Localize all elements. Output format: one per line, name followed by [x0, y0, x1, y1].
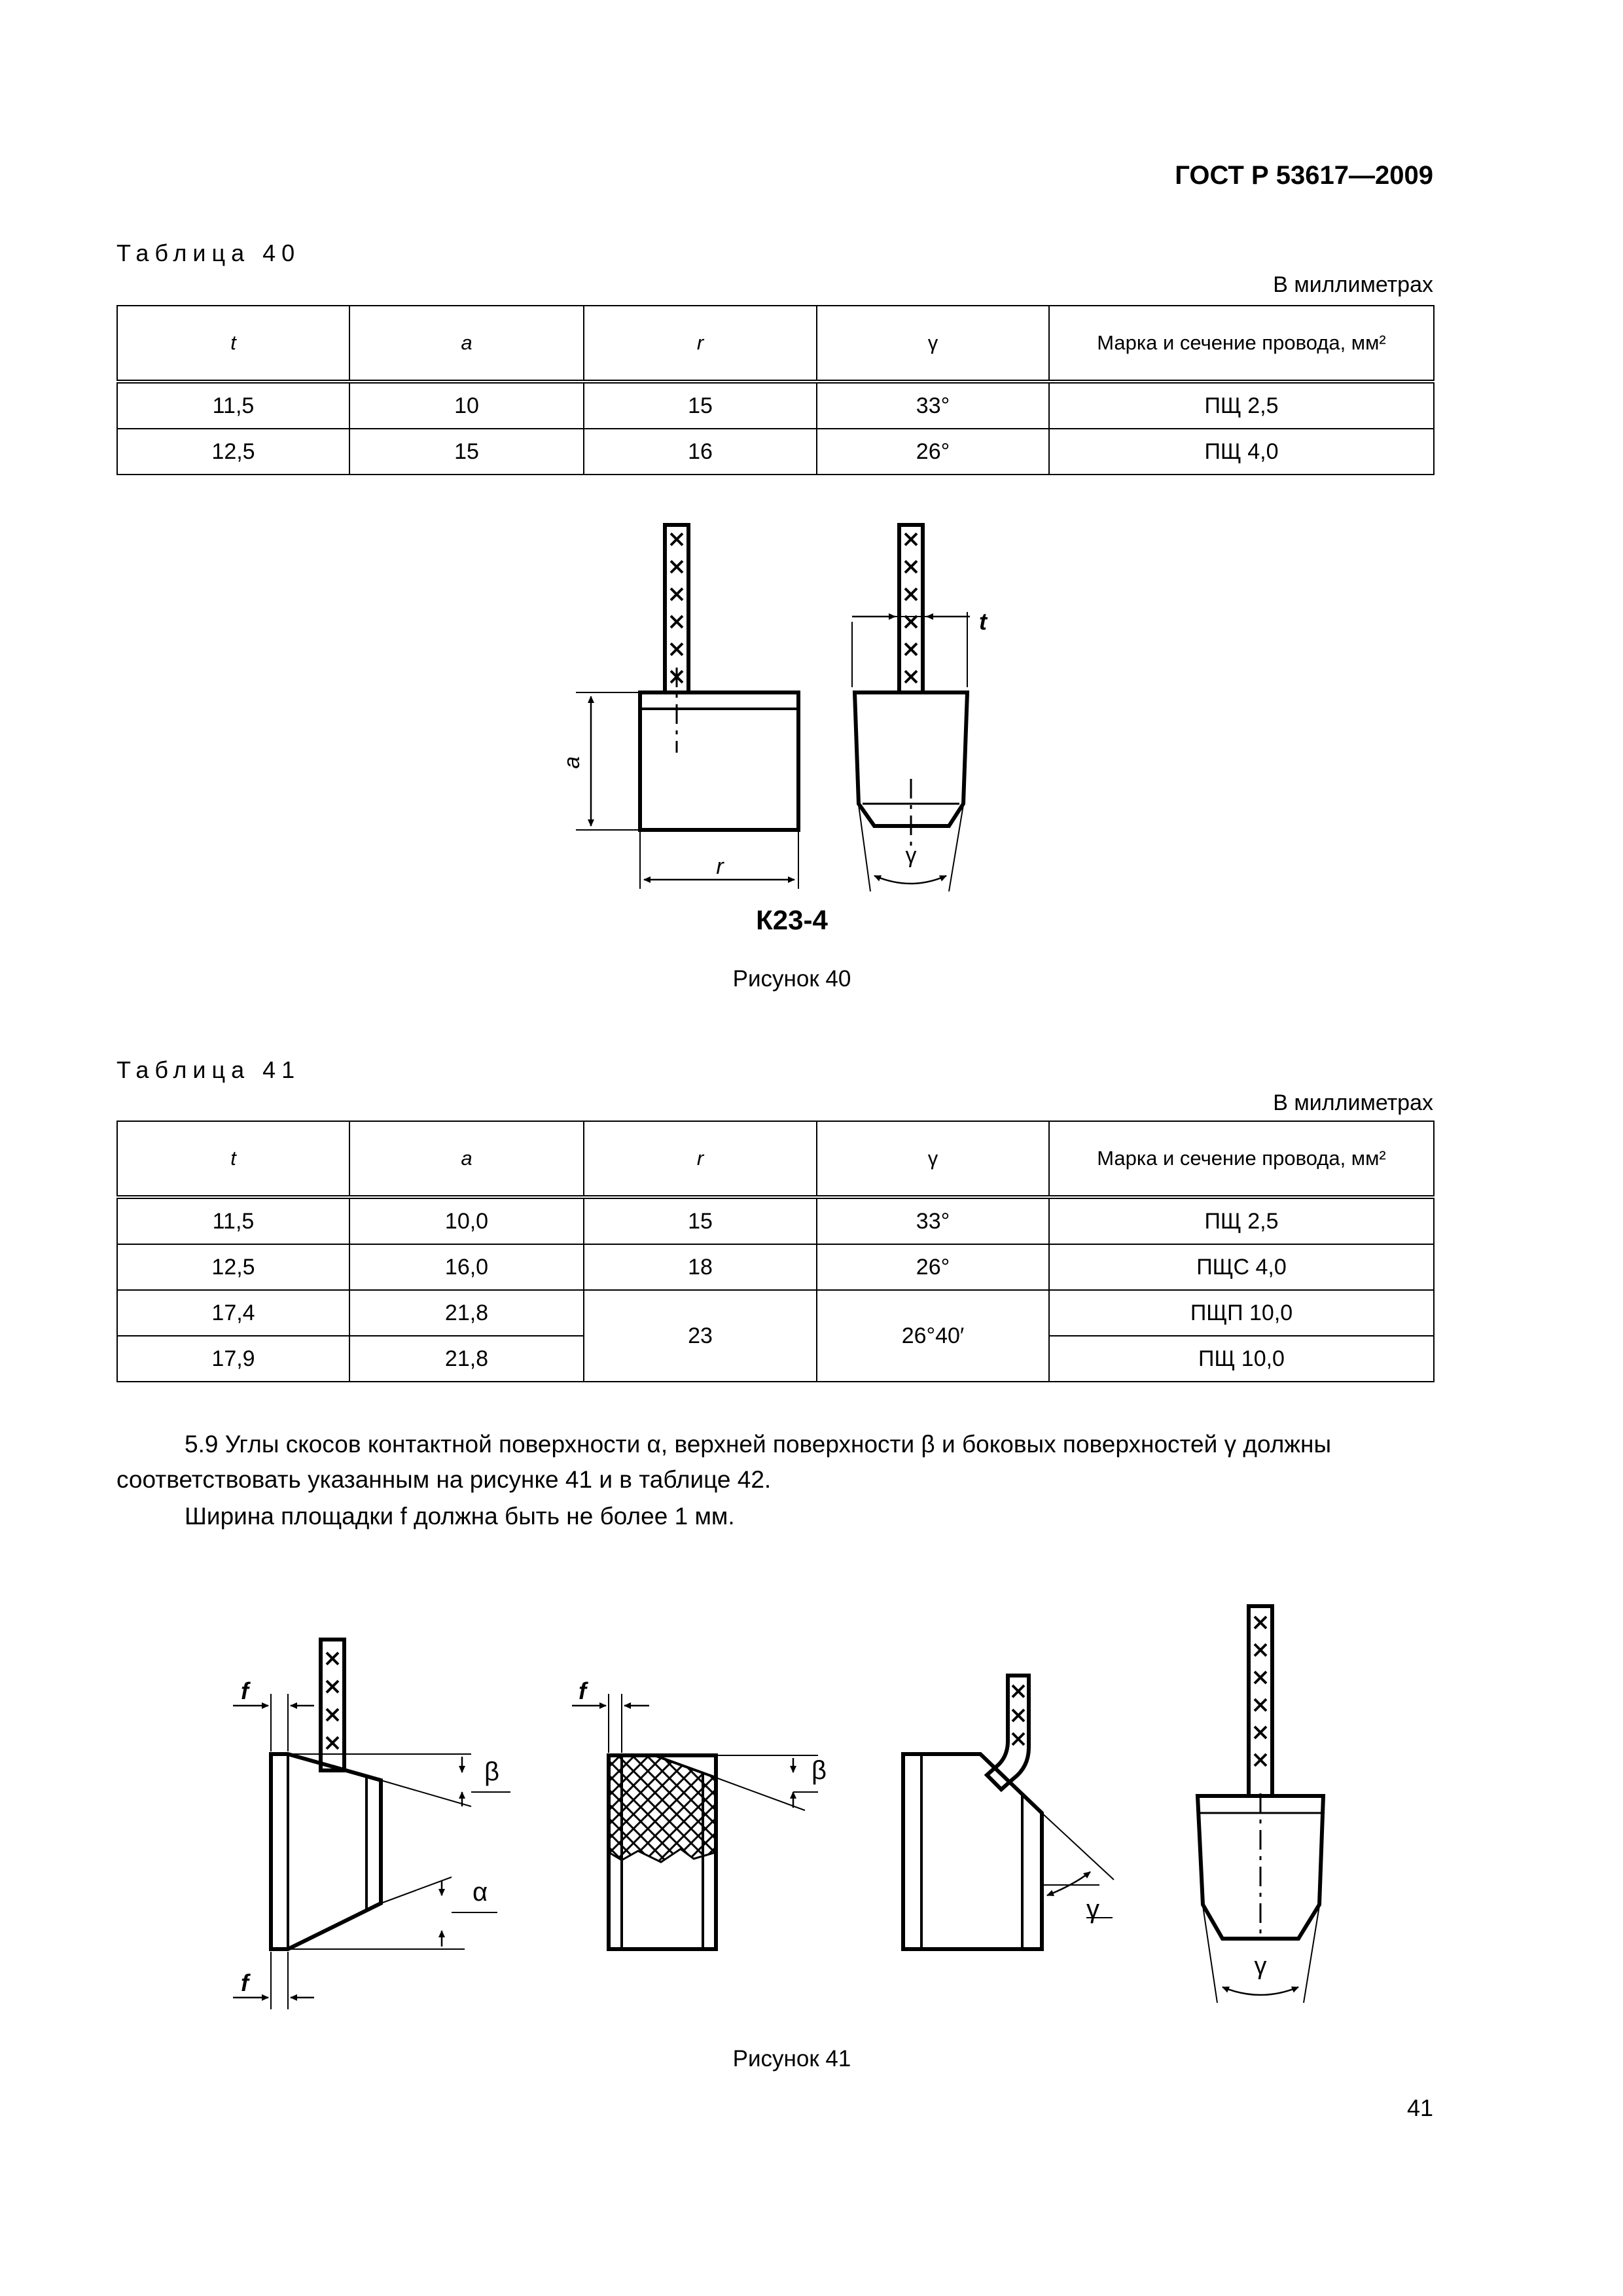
table-40-header-r: r: [584, 306, 817, 382]
wire-lead: [665, 525, 688, 692]
table-cell: 12,5: [117, 429, 349, 475]
figure-40: [0, 0, 1623, 1021]
table-cell: ПЩП 10,0: [1049, 1290, 1434, 1336]
table-cell: 17,9: [117, 1336, 349, 1382]
label-gamma-view-3: γ: [1086, 1895, 1099, 1924]
table-41-title: Таблица 41: [116, 1056, 301, 1083]
table-cell: 12,5: [117, 1244, 349, 1290]
table-cell: 33°: [817, 382, 1049, 429]
page-number: 41: [1406, 2094, 1433, 2121]
table-cell: 18: [584, 1244, 817, 1290]
figure-40-front-view: [576, 525, 798, 889]
table-cell: 21,8: [349, 1290, 584, 1336]
document-code: ГОСТ Р 53617—2009: [1175, 161, 1433, 190]
table-cell: 15: [584, 382, 817, 429]
figure-41-caption: Рисунок 41: [732, 2046, 851, 2072]
label-alpha: α: [473, 1878, 488, 1907]
table-cell: 15: [584, 1197, 817, 1244]
table-41-header-gamma: γ: [817, 1121, 1049, 1197]
table-cell-merged: 23: [584, 1290, 817, 1382]
table-cell: ПЩ 10,0: [1049, 1336, 1434, 1382]
table-cell: 16,0: [349, 1244, 584, 1290]
figure-40-side-view: [852, 525, 970, 891]
figure-41-view-2: [572, 1694, 818, 1949]
table-41-header-t: t: [117, 1121, 349, 1197]
label-gamma-view-4: γ: [1254, 1952, 1267, 1980]
figure-41: [0, 1558, 1623, 2068]
table-40-header-gamma: γ: [817, 306, 1049, 382]
table-41-header-a: a: [349, 1121, 584, 1197]
table-cell: 26°: [817, 429, 1049, 475]
table-cell: 26°: [817, 1244, 1049, 1290]
table-cell: 17,4: [117, 1290, 349, 1336]
figure-41-view-1: [233, 1640, 510, 2009]
label-f-bottom: f: [241, 1969, 249, 1996]
table-cell: 15: [349, 429, 584, 475]
table-cell-merged: 26°40′: [817, 1290, 1049, 1382]
section-paragraph-1: 5.9 Углы скосов контактной поверхности α, верхней поверхности β и боковых поверхностей γ должны соответствовать указанным на рисунке 41 и в таблице 42.: [116, 1431, 1332, 1493]
table-40-header-t: t: [117, 306, 349, 382]
table-cell: ПЩ 4,0: [1049, 429, 1434, 475]
table-cell: 10: [349, 382, 584, 429]
table-40-header-wire: Марка и сечение провода, мм²: [1049, 306, 1434, 382]
table-cell: ПЩ 2,5: [1049, 1197, 1434, 1244]
figure-41-view-4: [1198, 1606, 1323, 2003]
table-row: [117, 1290, 1434, 1336]
table-cell: ПЩС 4,0: [1049, 1244, 1434, 1290]
table-row: [117, 1244, 1434, 1290]
label-f-view-2: f: [579, 1677, 586, 1704]
table-row: [117, 1197, 1434, 1244]
label-gamma: γ: [905, 843, 917, 868]
label-a: a: [560, 756, 584, 769]
table-cell: 33°: [817, 1197, 1049, 1244]
figure-41-view-3: [903, 1676, 1114, 1949]
wire-cross-marks: [671, 533, 683, 683]
table-cell: ПЩ 2,5: [1049, 382, 1434, 429]
wire-lead: [899, 525, 923, 692]
label-beta-view-1: β: [484, 1757, 500, 1786]
section-paragraph-2: Ширина площадки f должна быть не более 1 мм.: [185, 1503, 735, 1530]
label-t: t: [979, 608, 987, 635]
label-f-top: f: [241, 1677, 249, 1704]
table-40-header-a: a: [349, 306, 584, 382]
table-40-title: Таблица 40: [116, 240, 301, 266]
wire-cross-marks: [905, 533, 917, 683]
table-41-header-wire: Марка и сечение провода, мм²: [1049, 1121, 1434, 1197]
table-cell: 11,5: [117, 382, 349, 429]
table-cell: 10,0: [349, 1197, 584, 1244]
table-cell: 21,8: [349, 1336, 584, 1382]
label-beta-view-2: β: [812, 1756, 827, 1785]
table-41-unit: В миллиметрах: [1273, 1090, 1433, 1115]
brush-body: [640, 692, 798, 830]
figure-40-model: К23-4: [756, 905, 828, 935]
label-r: r: [716, 854, 724, 879]
table-cell: 16: [584, 429, 817, 475]
table-41-header-r: r: [584, 1121, 817, 1197]
table-40-unit: В миллиметрах: [1273, 272, 1433, 297]
figure-40-caption: Рисунок 40: [732, 966, 851, 992]
table-41: [116, 1121, 1435, 1382]
table-cell: 11,5: [117, 1197, 349, 1244]
